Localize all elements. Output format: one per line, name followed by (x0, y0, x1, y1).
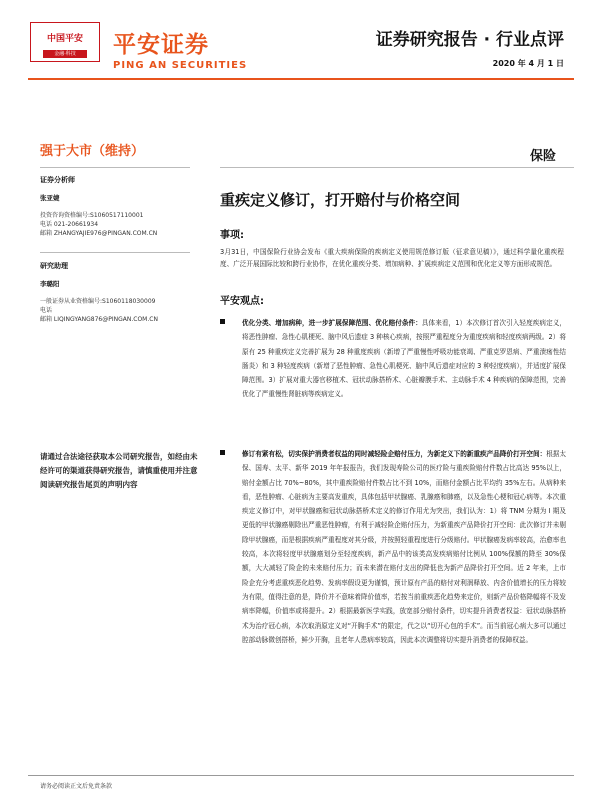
left-divider (40, 167, 190, 168)
assistant-phone: 电话 (40, 307, 53, 314)
disclaimer-note: 请通过合法途径获取本公司研究报告，如经由未经许可的渠道获得研究报告，请慎重使用并注意阅读研究报告尾页的声明内容 (40, 452, 198, 489)
event-heading: 事项: (220, 230, 244, 241)
assistant-email: 邮箱 LIQINGYANG876@PINGAN.COM.CN (40, 316, 158, 323)
logo-subtext: 金融·科技 (43, 50, 87, 58)
analyst-sidebar (40, 176, 190, 338)
view-point-2-body: 根据太保、国寿、太平、新华 2019 年年报报告，我们发现寿险公司的医疗险与重疾险赔付件数占比高达 95%以上，赔付金额占比 70%~80%，其中重疾险赔付件数占比不到 10%，而赔付金额占比平均约 35%左右。从病种来看，恶性肿瘤、心脏病为主要高发重疾，具体包括甲状腺癌、乳腺癌和肺癌，以及急性心梗和冠心病等。本次重疾定义修订中，对甲状腺癌和冠状动脉搭桥术定义的修订作用尤为突出，我们认为：1）将 TNM 分期为 I 期及更低的甲状腺癌剔除出严重恶性肿瘤，有利于减轻险企赔付压力，为新重疾产品降价打开空间：此次修订并未剔除甲状腺癌，而是根据疾病严重程度对其分级，并按照轻重程度进行分级赔付。甲状腺癌发病率较高，治愈率也较高，本次将轻度甲状腺癌划分至轻度疾病，新产品中的该类高发疾病赔付比例从 100%保额的降至 30%保额，大大减轻了险企的未来赔付压力；而未来潜在赔付支出的降低也为新产品降价打开空间。近 2 年来，上市险企充分考虑重疾恶化趋势、发病率假设更为谨慎，预计原有产品的赔付对利润释放、内含价值增长的压力将较为有限，值得注意的是，降价并不意味着降价值率，若按当前重疾恶化趋势来定价，则新产品价格降幅将不及发病率降幅，价值率或将提升。2）根据最新医学实践，放宽部分赔付条件，切实提升消费者权益：冠状动脉搭桥术为治疗冠心病，本次取消原定义对“开胸手术”的限定，代之以“切开心包的手术”。而当前冠心病大多可以通过腔部动脉微创搭桥，鲜少开胸，且老年人患病率较高，因此本次调整将切实提升消费者的保障权益。 (242, 450, 567, 644)
analyst-heading: 证券分析师 (40, 176, 75, 184)
report-title: 重疾定义修订，打开赔付与价格空间 (220, 191, 461, 209)
analyst-name: 张亚婕 (40, 194, 60, 202)
analyst-phone: 电话 021-20661934 (40, 221, 99, 228)
analyst-email: 邮箱 ZHANGYAJIE976@PINGAN.COM.CN (40, 230, 158, 237)
main-divider (220, 167, 574, 168)
bullet-square-icon (220, 319, 225, 324)
report-date: 2020 年 4 月 1 日 (492, 59, 564, 68)
assistant-license: 一般证券从业资格编号:S1060118030009 (40, 298, 156, 305)
assistant-heading: 研究助理 (40, 262, 68, 270)
footer-divider (28, 775, 574, 776)
logo-text: 中国平安 (46, 34, 83, 44)
bullet-square-icon (220, 450, 225, 455)
assistant-name: 李璐阳 (40, 280, 60, 288)
footer-disclaimer: 请务必阅读正文后免责条款 (40, 783, 113, 790)
brand (113, 26, 247, 71)
analyst-block (40, 176, 190, 238)
view-point-1-lead: 优化分类、增加病种，进一步扩展保障范围、优化赔付条件： (242, 319, 422, 327)
assistant-block (40, 262, 190, 324)
industry-rating: 强于大市（维持） (40, 144, 145, 159)
view-point-2-lead: 修订有紧有松，切实保护消费者权益的同时减轻险企赔付压力，为新定义下的新重疾产品降价打开空间： (242, 450, 547, 458)
report-type: 证券研究报告 · 行业点评 (375, 30, 564, 50)
view-point-1 (220, 316, 570, 402)
sector-name: 保险 (529, 149, 556, 164)
brand-name-cn: 平安证券 (113, 32, 209, 58)
brand-name-en: PING AN SECURITIES (113, 60, 248, 71)
ping-an-group-logo (30, 22, 100, 62)
event-text: 3月31日，中国保险行业协会发布《重大疾病保险的疾病定义使用规范修订版（征求意见稿）》，通过科学量化重疾程度、广泛开展国际比较和跨行业协作，在优化重疾分类、增加病种、扩展疾病定义范围和优化定义等方面形成规范。 (220, 248, 564, 268)
analyst-license: 投资咨询资格编号:S1060517110001 (40, 212, 144, 219)
views-heading: 平安观点: (220, 296, 264, 307)
header-divider (28, 78, 574, 80)
sidebar-divider (40, 252, 190, 253)
report-header (0, 0, 600, 80)
view-point-1-body: 具体来看，1）本次修订首次引入轻度疾病定义，将恶性肿瘤、急性心肌梗死、脑中风后遗症 3 种核心疾病，按照严重程度分为重度疾病和轻度疾病两级。2）将原有 25 种重疾定义完善扩展为 28 种重度疾病（新增了严重慢性呼吸功能衰竭、严重克罗恩病、严重溃疡性结肠炎）和 3 种轻度疾病（新增了恶性肿瘤、急性心肌梗死、脑中风后遗症对应的 3 种轻度疾病），并适度扩展保障范围。3）扩展对重大器官移植术、冠状动脉搭桥术、心脏瓣膜手术、主动脉手术 4 种疾病的保障范围，完善优化了严重慢性肾脏病等疾病定义。 (242, 319, 566, 399)
view-point-2-text (242, 447, 566, 647)
view-point-1-text (242, 316, 566, 402)
view-point-2 (220, 447, 570, 647)
